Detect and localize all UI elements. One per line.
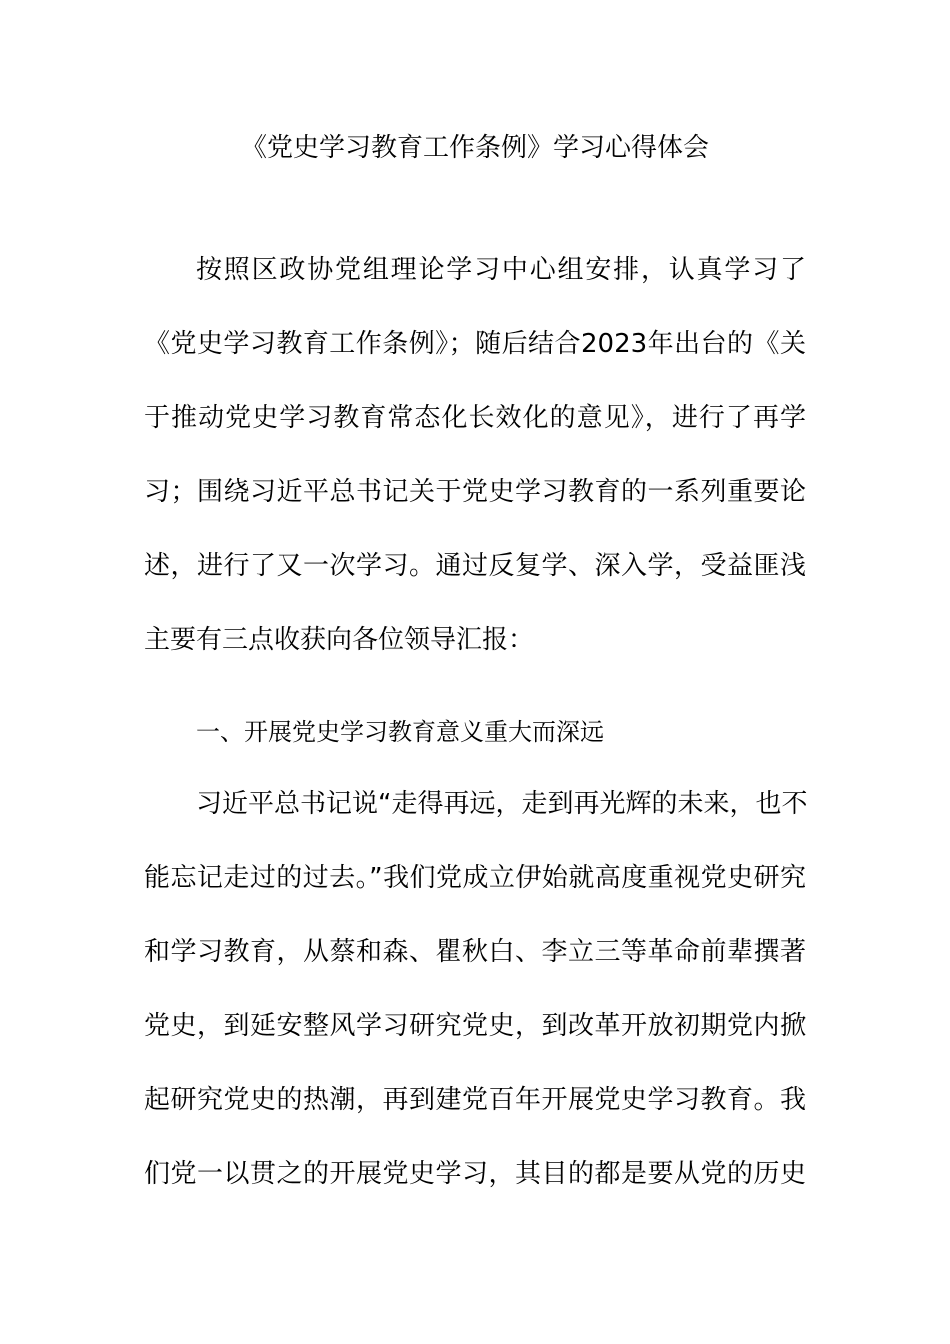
paragraph-1-line-4: 习；围绕习近平总书记关于党史学习教育的一系列重要论 [144,477,806,507]
paragraph-2-line-3: 和学习教育，从蔡和森、瞿秋白、李立三等革命前辈撰著 [144,937,806,967]
paragraph-1-line-2: 《党史学习教育工作条例》；随后结合2023年出台的《关 [144,329,806,359]
section-1-heading: 一、开展党史学习教育意义重大而深远 [196,718,604,746]
paragraph-1-line-3: 于推动党史学习教育常态化长效化的意见》，进行了再学 [144,403,806,433]
paragraph-2-line-4: 党史，到延安整风学习研究党史，到改革开放初期党内掀 [144,1011,806,1041]
paragraph-1-line-1: 按照区政协党组理论学习中心组安排，认真学习了 [196,255,806,285]
paragraph-2-line-5: 起研究党史的热潮，再到建党百年开展党史学习教育。我 [144,1085,806,1115]
document-title: 《党史学习教育工作条例》学习心得体会 [240,133,709,163]
paragraph-2-line-6: 们党一以贯之的开展党史学习，其目的都是要从党的历史 [144,1159,806,1189]
paragraph-2-line-2: 能忘记走过的过去。”我们党成立伊始就高度重视党史研究 [144,863,806,893]
paragraph-1-line-6: 主要有三点收获向各位领导汇报： [144,625,535,655]
paragraph-2-line-1: 习近平总书记说“走得再远，走到再光辉的未来，也不 [196,789,808,819]
paragraph-1-line-5: 述，进行了又一次学习。通过反复学、深入学，受益匪浅 [144,551,806,581]
